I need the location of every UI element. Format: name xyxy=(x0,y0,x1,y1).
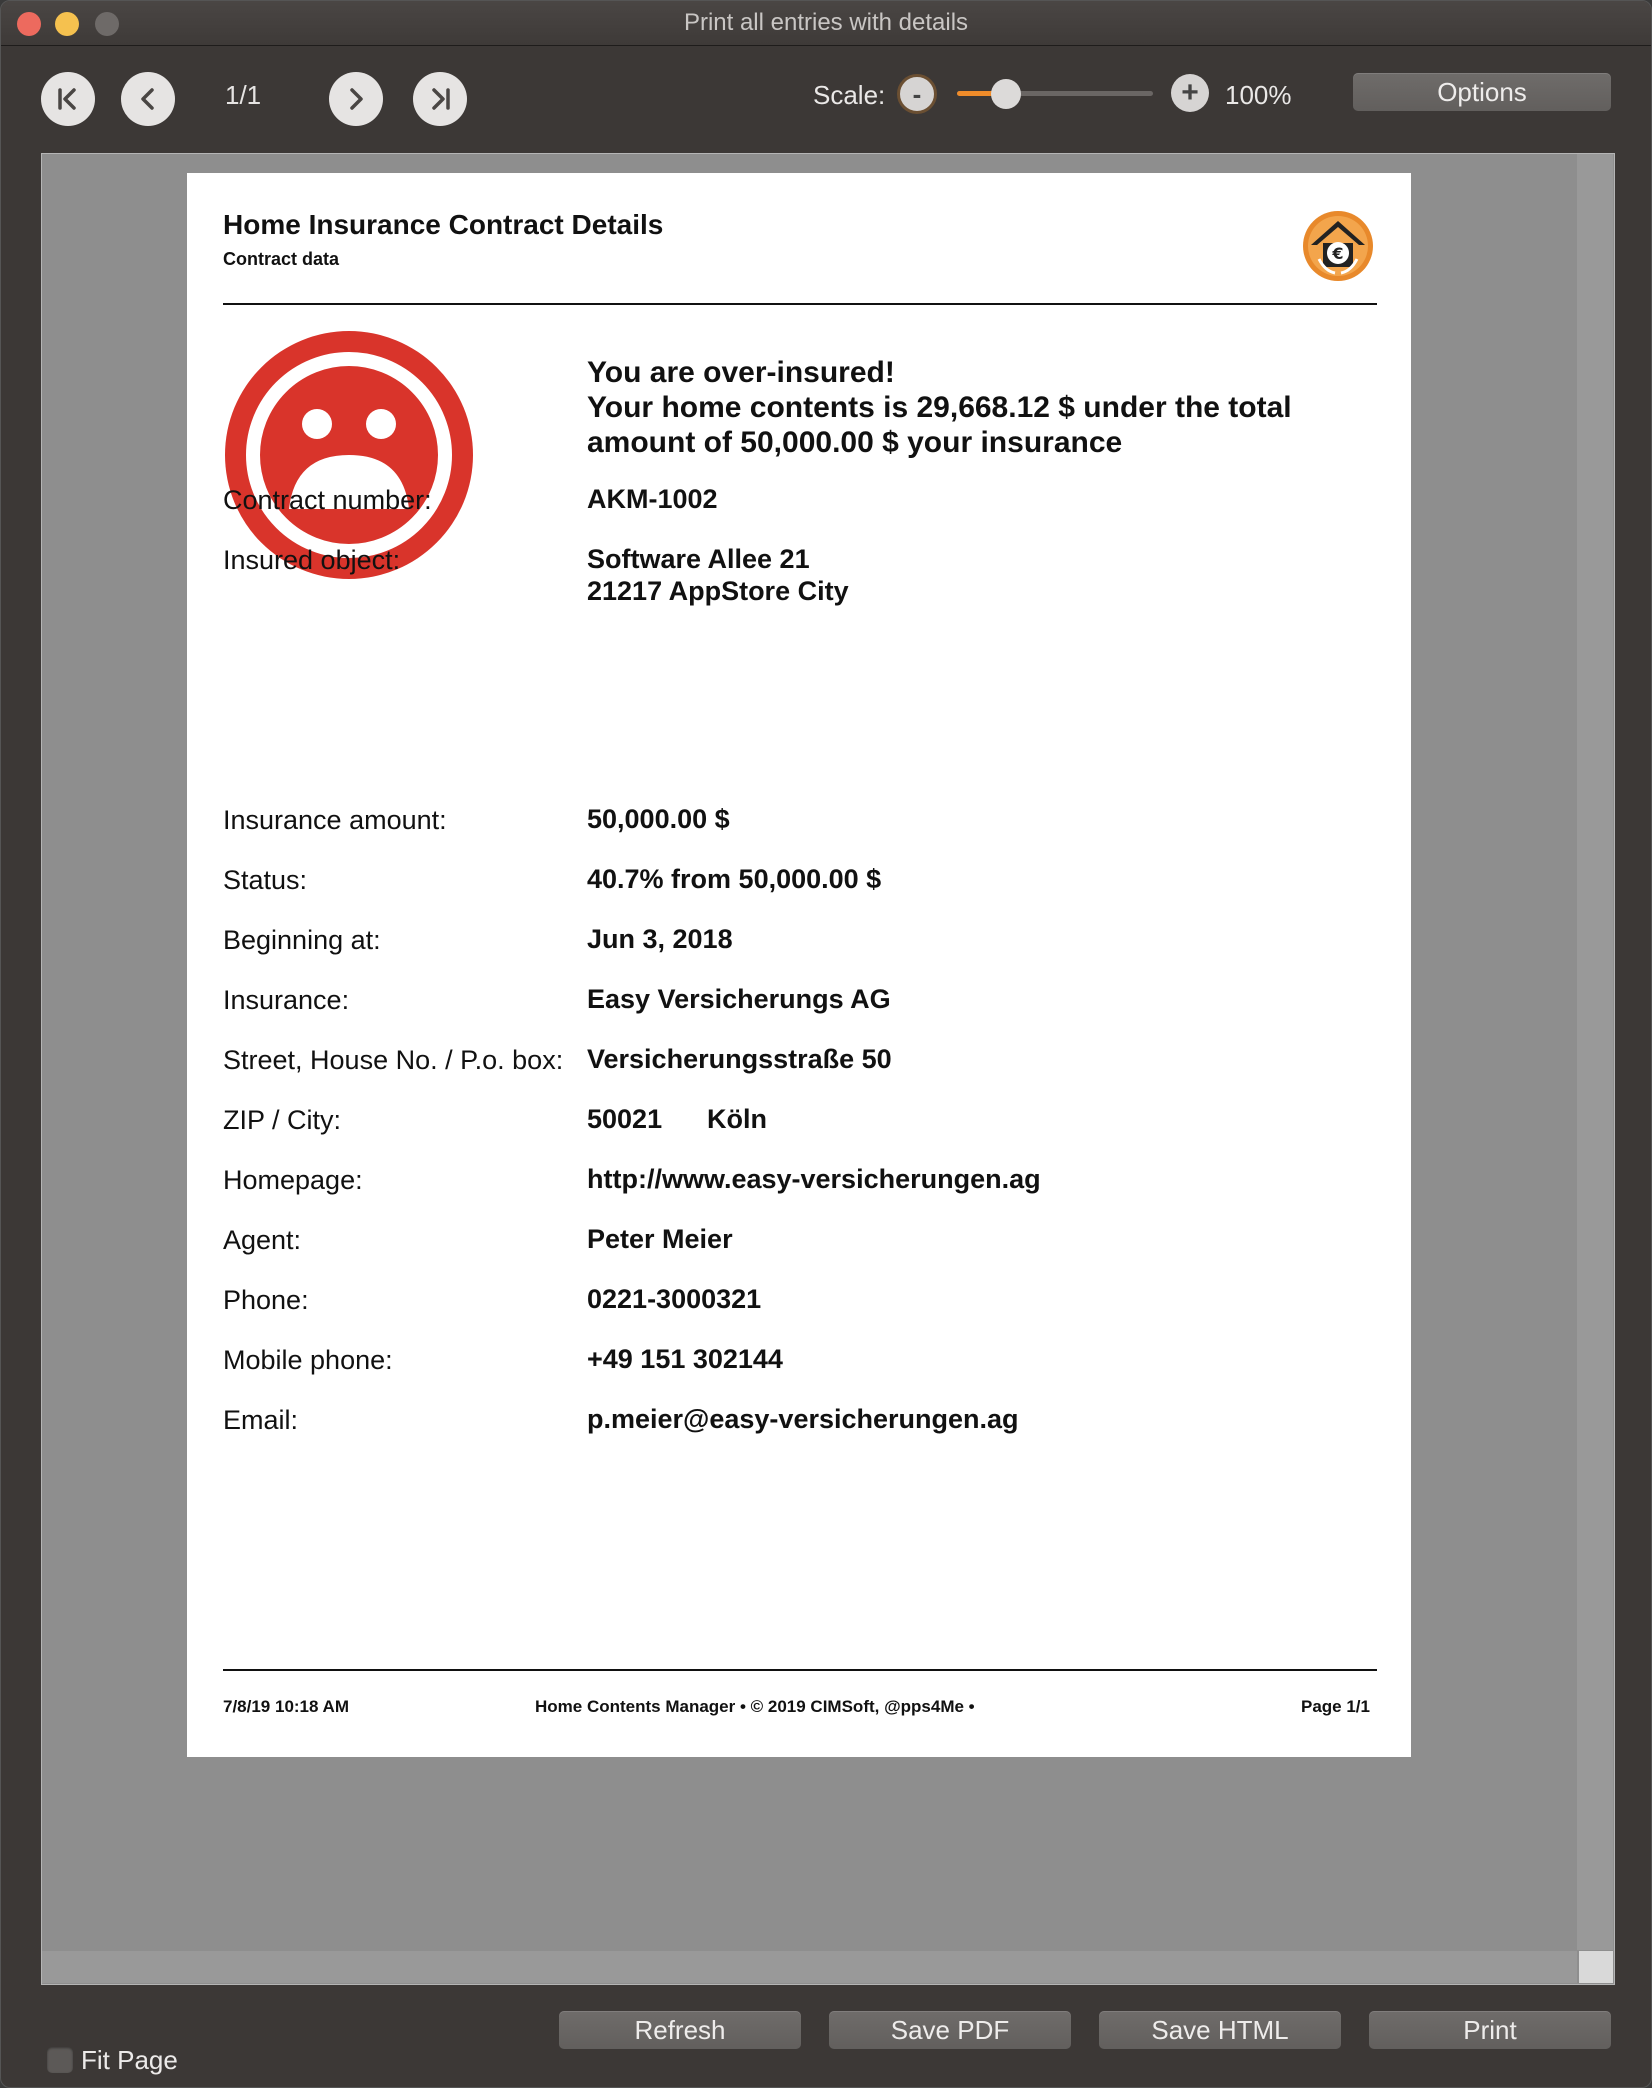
footer-date: 7/8/19 10:18 AM xyxy=(223,1697,349,1716)
header-divider xyxy=(223,303,1377,305)
chevron-left-icon xyxy=(133,84,163,114)
window-title: Print all entries with details xyxy=(683,9,969,36)
previous-page-button[interactable] xyxy=(121,72,175,126)
next-page-button[interactable] xyxy=(329,72,383,126)
agent-value: Peter Meier xyxy=(587,1224,733,1254)
zip-value: 50021 xyxy=(587,1104,663,1134)
email-value: p.meier@easy-versicherungen.ag xyxy=(587,1404,1019,1434)
refresh-button[interactable]: Refresh xyxy=(559,2011,801,2049)
phone-value: 0221-3000321 xyxy=(587,1284,762,1314)
scale-label: Scale: xyxy=(813,80,886,110)
email-label: Email: xyxy=(223,1405,299,1435)
footer-page-number: Page 1/1 xyxy=(1301,1697,1370,1716)
warning-line-2: Your home contents is 29,668.12 $ under the total xyxy=(587,391,1292,424)
zip-city-label: ZIP / City: xyxy=(223,1105,342,1135)
street-label: Street, House No. / P.o. box: xyxy=(223,1045,564,1075)
save-html-button[interactable]: Save HTML xyxy=(1099,2011,1341,2049)
beginning-label: Beginning at: xyxy=(223,925,381,955)
city-value: Köln xyxy=(707,1104,767,1134)
scrollbar-corner xyxy=(1579,1951,1613,1983)
fit-page-label[interactable]: Fit Page xyxy=(81,2045,178,2075)
insured-object-value xyxy=(587,543,849,607)
title-bar xyxy=(1,1,1651,46)
warning-line-1: You are over-insured! xyxy=(587,356,895,389)
phone-label: Phone: xyxy=(223,1285,309,1315)
street-value: Versicherungsstraße 50 xyxy=(587,1044,892,1074)
options-button[interactable]: Options xyxy=(1353,73,1611,111)
print-button[interactable]: Print xyxy=(1369,2011,1611,2049)
svg-text:€: € xyxy=(1332,244,1344,263)
mobile-value: +49 151 302144 xyxy=(587,1344,783,1374)
footer-divider xyxy=(223,1669,1377,1671)
vertical-scrollbar[interactable] xyxy=(1577,154,1613,1950)
over-insured-warning xyxy=(587,355,1387,460)
save-pdf-button[interactable]: Save PDF xyxy=(829,2011,1071,2049)
contract-number-value: AKM-1002 xyxy=(587,484,718,514)
zoom-in-button[interactable]: + xyxy=(1171,74,1209,112)
footer-copyright: Home Contents Manager • © 2019 CIMSoft, @pps4Me • xyxy=(535,1697,975,1716)
page-indicator: 1/1 xyxy=(225,80,262,110)
scale-slider-thumb[interactable] xyxy=(991,79,1021,109)
warning-line-3: amount of 50,000.00 $ your insurance xyxy=(587,426,1123,459)
sad-face-icon xyxy=(223,329,475,581)
fit-page-checkbox[interactable] xyxy=(47,2047,73,2073)
status-label: Status: xyxy=(223,865,308,895)
chevron-right-icon xyxy=(341,84,371,114)
zoom-out-button[interactable]: - xyxy=(897,74,937,114)
insured-object-label: Insured object: xyxy=(223,545,401,575)
homepage-label: Homepage: xyxy=(223,1165,363,1195)
insurance-label: Insurance: xyxy=(223,985,350,1015)
insured-object-street: Software Allee 21 xyxy=(587,544,810,574)
mobile-label: Mobile phone: xyxy=(223,1345,393,1375)
agent-label: Agent: xyxy=(223,1225,302,1255)
status-value: 40.7% from 50,000.00 $ xyxy=(587,864,882,894)
homepage-value: http://www.easy-versicherungen.ag xyxy=(587,1164,1041,1194)
insurance-value: Easy Versicherungs AG xyxy=(587,984,891,1014)
insured-object-city: 21217 AppStore City xyxy=(587,576,849,606)
insurance-amount-value: 50,000.00 $ xyxy=(587,804,730,834)
first-page-icon xyxy=(53,84,83,114)
last-page-button[interactable] xyxy=(413,72,467,126)
beginning-value: Jun 3, 2018 xyxy=(587,924,733,954)
home-euro-logo-icon xyxy=(1301,209,1375,283)
insurance-amount-label: Insurance amount: xyxy=(223,805,447,835)
document-page xyxy=(187,173,1411,1757)
contract-number-label: Contract number: xyxy=(223,485,432,515)
first-page-button[interactable] xyxy=(41,72,95,126)
zoom-value: 100% xyxy=(1225,80,1292,110)
horizontal-scrollbar[interactable] xyxy=(42,1951,1577,1983)
document-subtitle: Contract data xyxy=(223,249,340,269)
last-page-icon xyxy=(425,84,455,114)
document-title: Home Insurance Contract Details xyxy=(223,209,664,240)
